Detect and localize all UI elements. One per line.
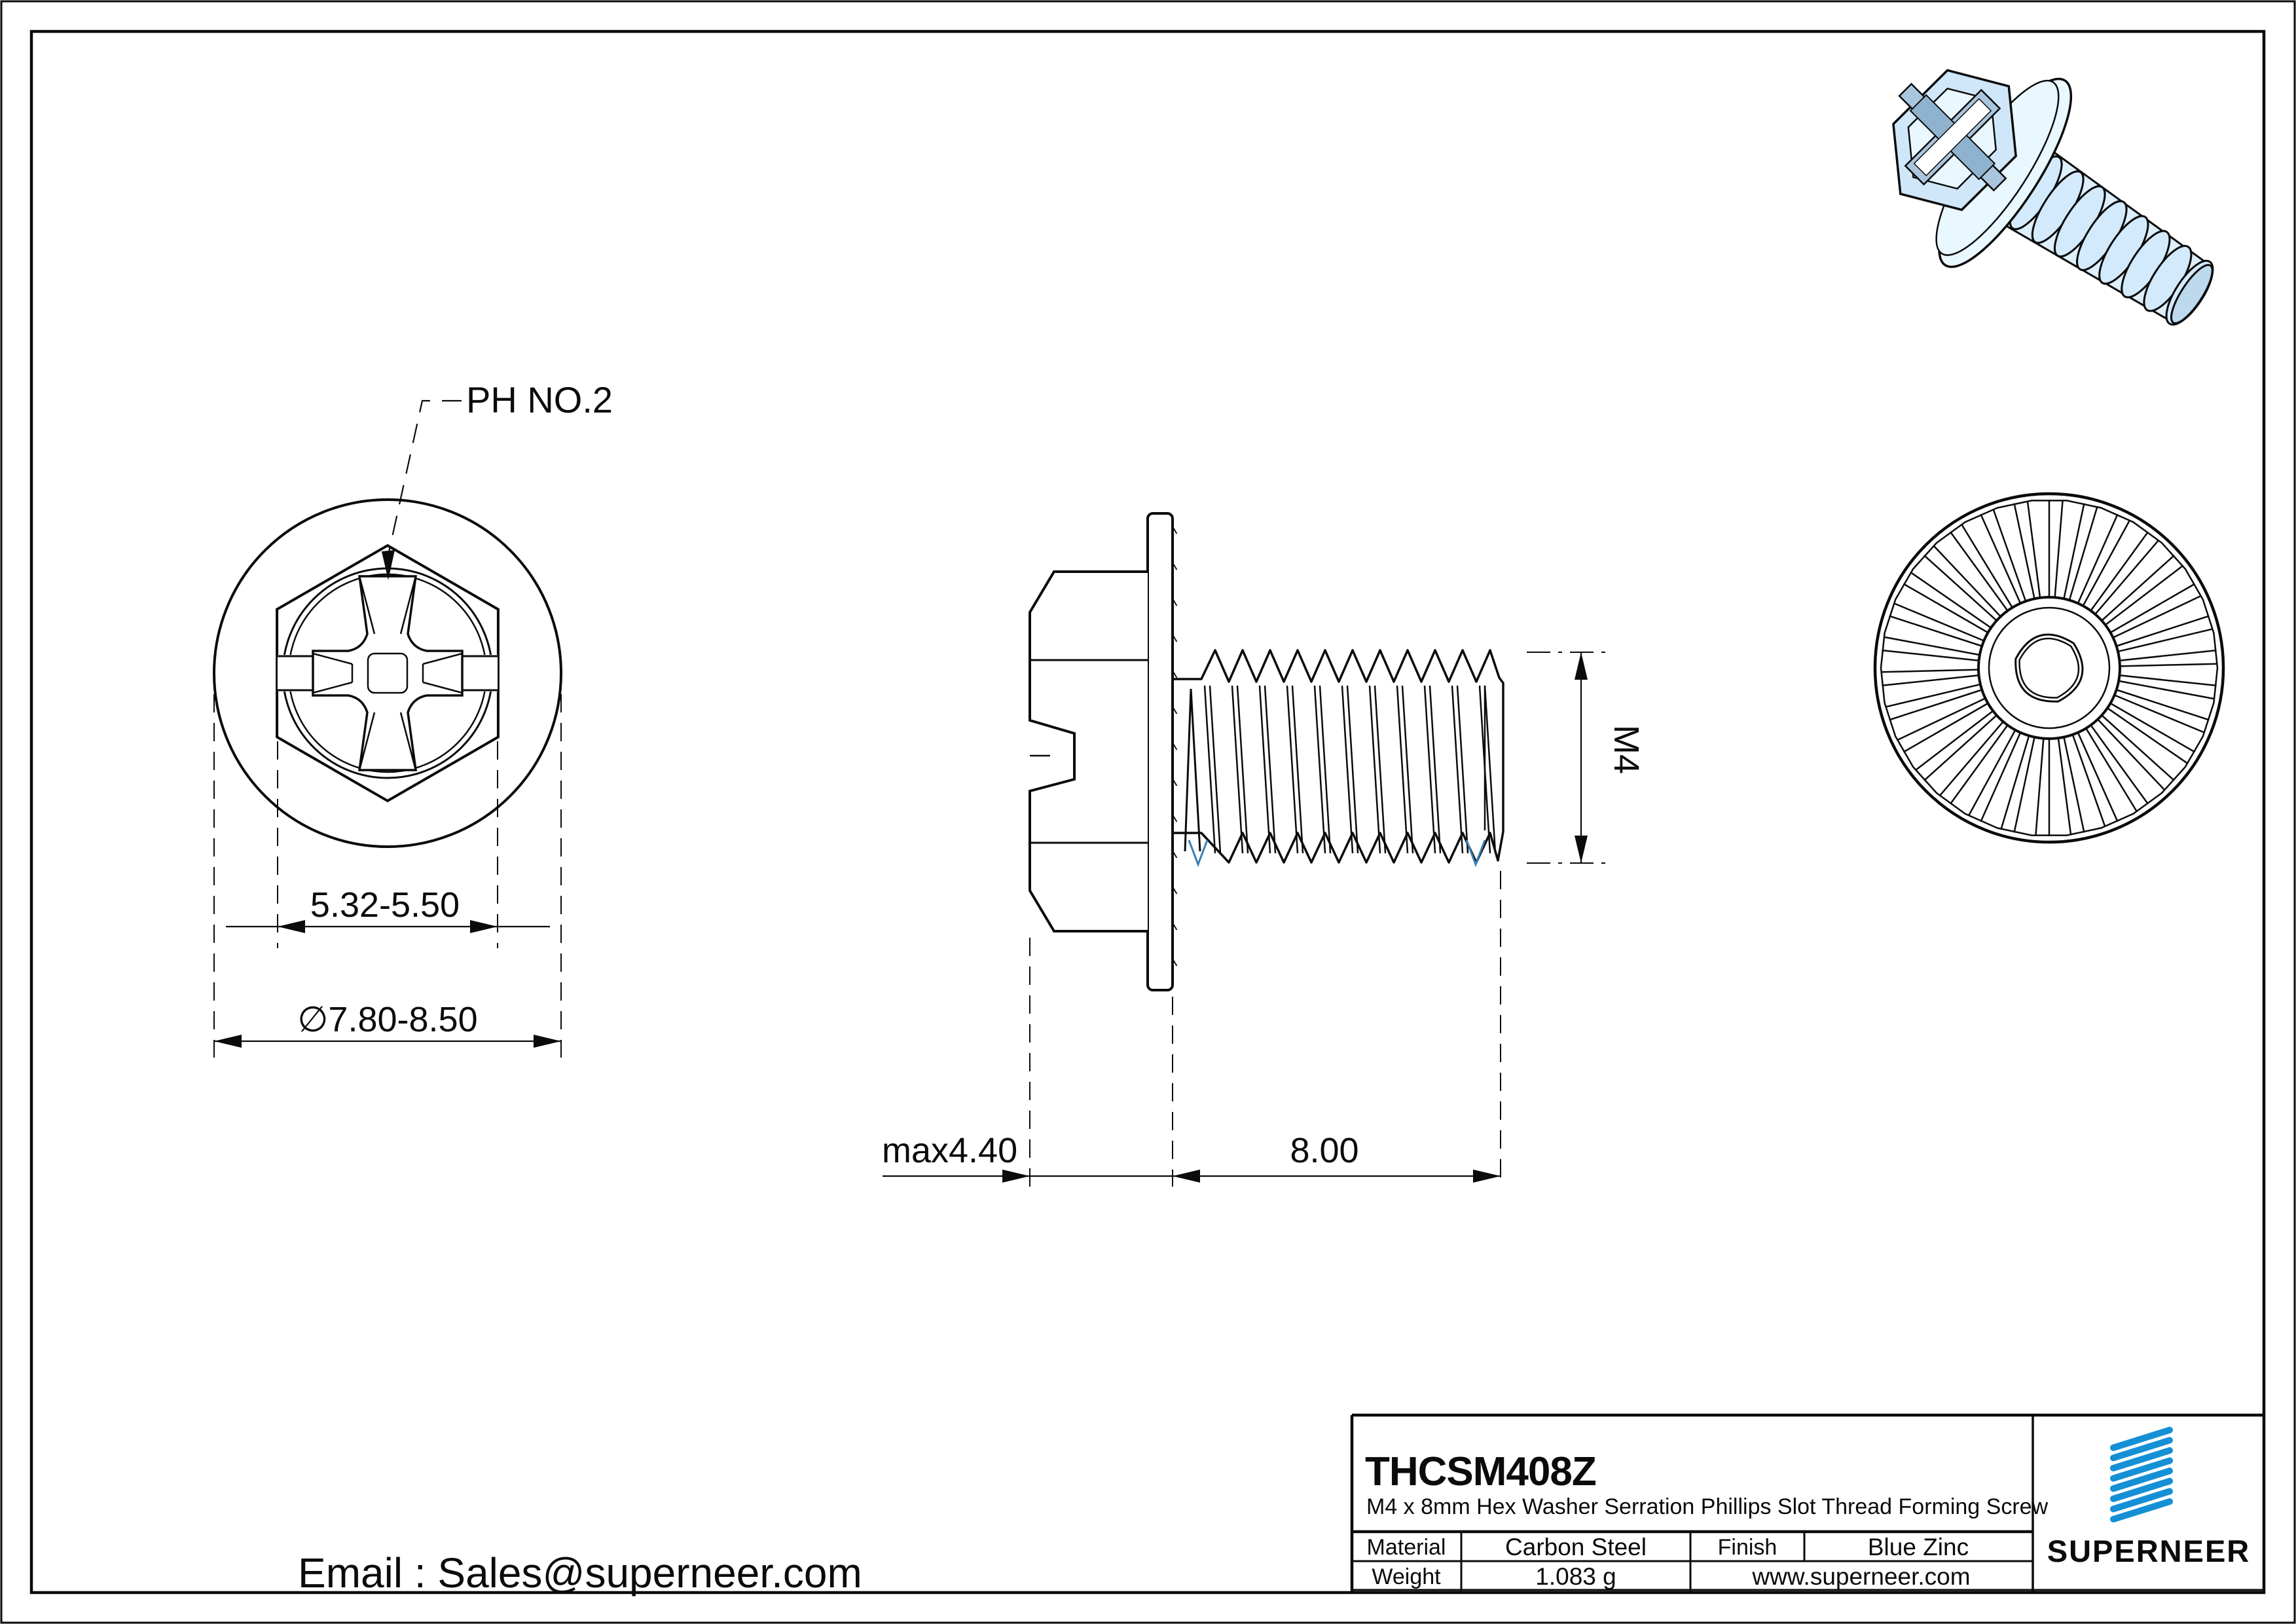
decor-line: [2014, 504, 2035, 599]
thread-top-zigzag: [1173, 650, 1503, 832]
decor-line: [1452, 686, 1463, 853]
decor-line: [1260, 686, 1270, 853]
decor-line: [1237, 686, 1248, 853]
decor-line: [2055, 500, 2063, 598]
decor-line: [1292, 686, 1303, 853]
washer-back-view: [1875, 494, 2223, 842]
arrow-left: [214, 1035, 242, 1048]
dim-thread-length: 8.00: [1290, 1131, 1359, 1170]
material-value: Carbon Steel: [1505, 1534, 1647, 1560]
finish-label: Finish: [1717, 1535, 1777, 1560]
weight-value: 1.083 g: [1535, 1563, 1616, 1590]
arrow-right: [1473, 1170, 1501, 1183]
dim-head-diameter: ∅7.80-8.50: [297, 1000, 478, 1039]
phillips-cross-outline: [313, 576, 462, 770]
thread-root-mark-left: [1189, 840, 1207, 864]
thread-profile: [1173, 650, 1503, 862]
website-link[interactable]: www.superneer.com: [1752, 1563, 1971, 1590]
decor-line: [1457, 686, 1468, 853]
decor-line: [2120, 664, 2217, 667]
brand-logo: [2113, 1430, 2170, 1519]
arrow-right: [1002, 1170, 1030, 1183]
dim-thread-size: M4: [1607, 725, 1646, 775]
decor-line: [1210, 686, 1220, 853]
arrow-left: [1173, 1170, 1200, 1183]
contact-email[interactable]: Email : Sales@superneer.com: [298, 1549, 862, 1596]
decor-line: [1402, 686, 1413, 853]
part-description: M4 x 8mm Hex Washer Serration Phillips Slot Thread Forming Screw: [1366, 1494, 2049, 1519]
arrow-right: [534, 1035, 561, 1048]
slot-clear-left: [278, 655, 313, 692]
decor-line: [1232, 686, 1243, 853]
decor-line: [1205, 686, 1215, 853]
weight-label: Weight: [1372, 1564, 1441, 1589]
m4-witness-lines: [1527, 652, 1612, 863]
decor-line: [1910, 572, 1991, 628]
side-view: [1030, 513, 1503, 990]
decor-line: [2107, 708, 2188, 764]
slot-clear-right: [462, 655, 498, 692]
decor-line: [1287, 686, 1298, 853]
arrow-down: [1575, 836, 1588, 863]
decor-line: [1315, 686, 1325, 853]
decor-line: [1882, 675, 1978, 686]
decor-line: [2058, 738, 2071, 835]
finish-value: Blue Zinc: [1867, 1534, 1969, 1560]
decor-line: [2028, 501, 2040, 598]
front-view: [214, 401, 561, 847]
decor-line: [1485, 686, 1495, 853]
thread-spike: [1185, 689, 1200, 851]
decor-line: [1375, 686, 1385, 853]
decor-line: [1320, 686, 1330, 853]
arrow-up: [1575, 652, 1588, 680]
hex-head-profile: [1030, 572, 1148, 931]
ph-no2-label: PH NO.2: [466, 379, 613, 420]
decor-line: [1881, 670, 1978, 673]
thread-bottom-zigzag: [1173, 832, 1503, 862]
decor-line: [2119, 650, 2216, 661]
decor-line: [1897, 698, 1986, 740]
decor-line: [1347, 686, 1358, 853]
material-label: Material: [1366, 1535, 1446, 1560]
render-3d: [1828, 5, 2261, 393]
part-number: THCSM408Z: [1365, 1449, 1596, 1494]
dim-head-height: max4.40: [882, 1131, 1018, 1170]
decor-line: [1980, 733, 2020, 822]
arrow-left: [278, 920, 305, 933]
decor-line: [1265, 686, 1275, 853]
decor-line: [2078, 514, 2118, 603]
decor-line: [1425, 686, 1435, 853]
decor-line: [1342, 686, 1353, 853]
decor-line: [1430, 686, 1440, 853]
brand-logo-stripes: [2113, 1430, 2170, 1519]
washer-hub-circle: [1978, 597, 2120, 739]
decor-line: [1370, 686, 1380, 853]
dim-across-flats: 5.32-5.50: [310, 885, 460, 925]
decor-line: [1397, 686, 1408, 853]
washer-flange: [1148, 513, 1173, 990]
decor-line: [2113, 596, 2202, 638]
arrow-right: [470, 920, 498, 933]
decor-line: [2064, 737, 2084, 833]
ph-leader-line: [388, 401, 462, 558]
decor-line: [2035, 739, 2043, 836]
brand-name: SUPERNEER: [2047, 1534, 2251, 1568]
